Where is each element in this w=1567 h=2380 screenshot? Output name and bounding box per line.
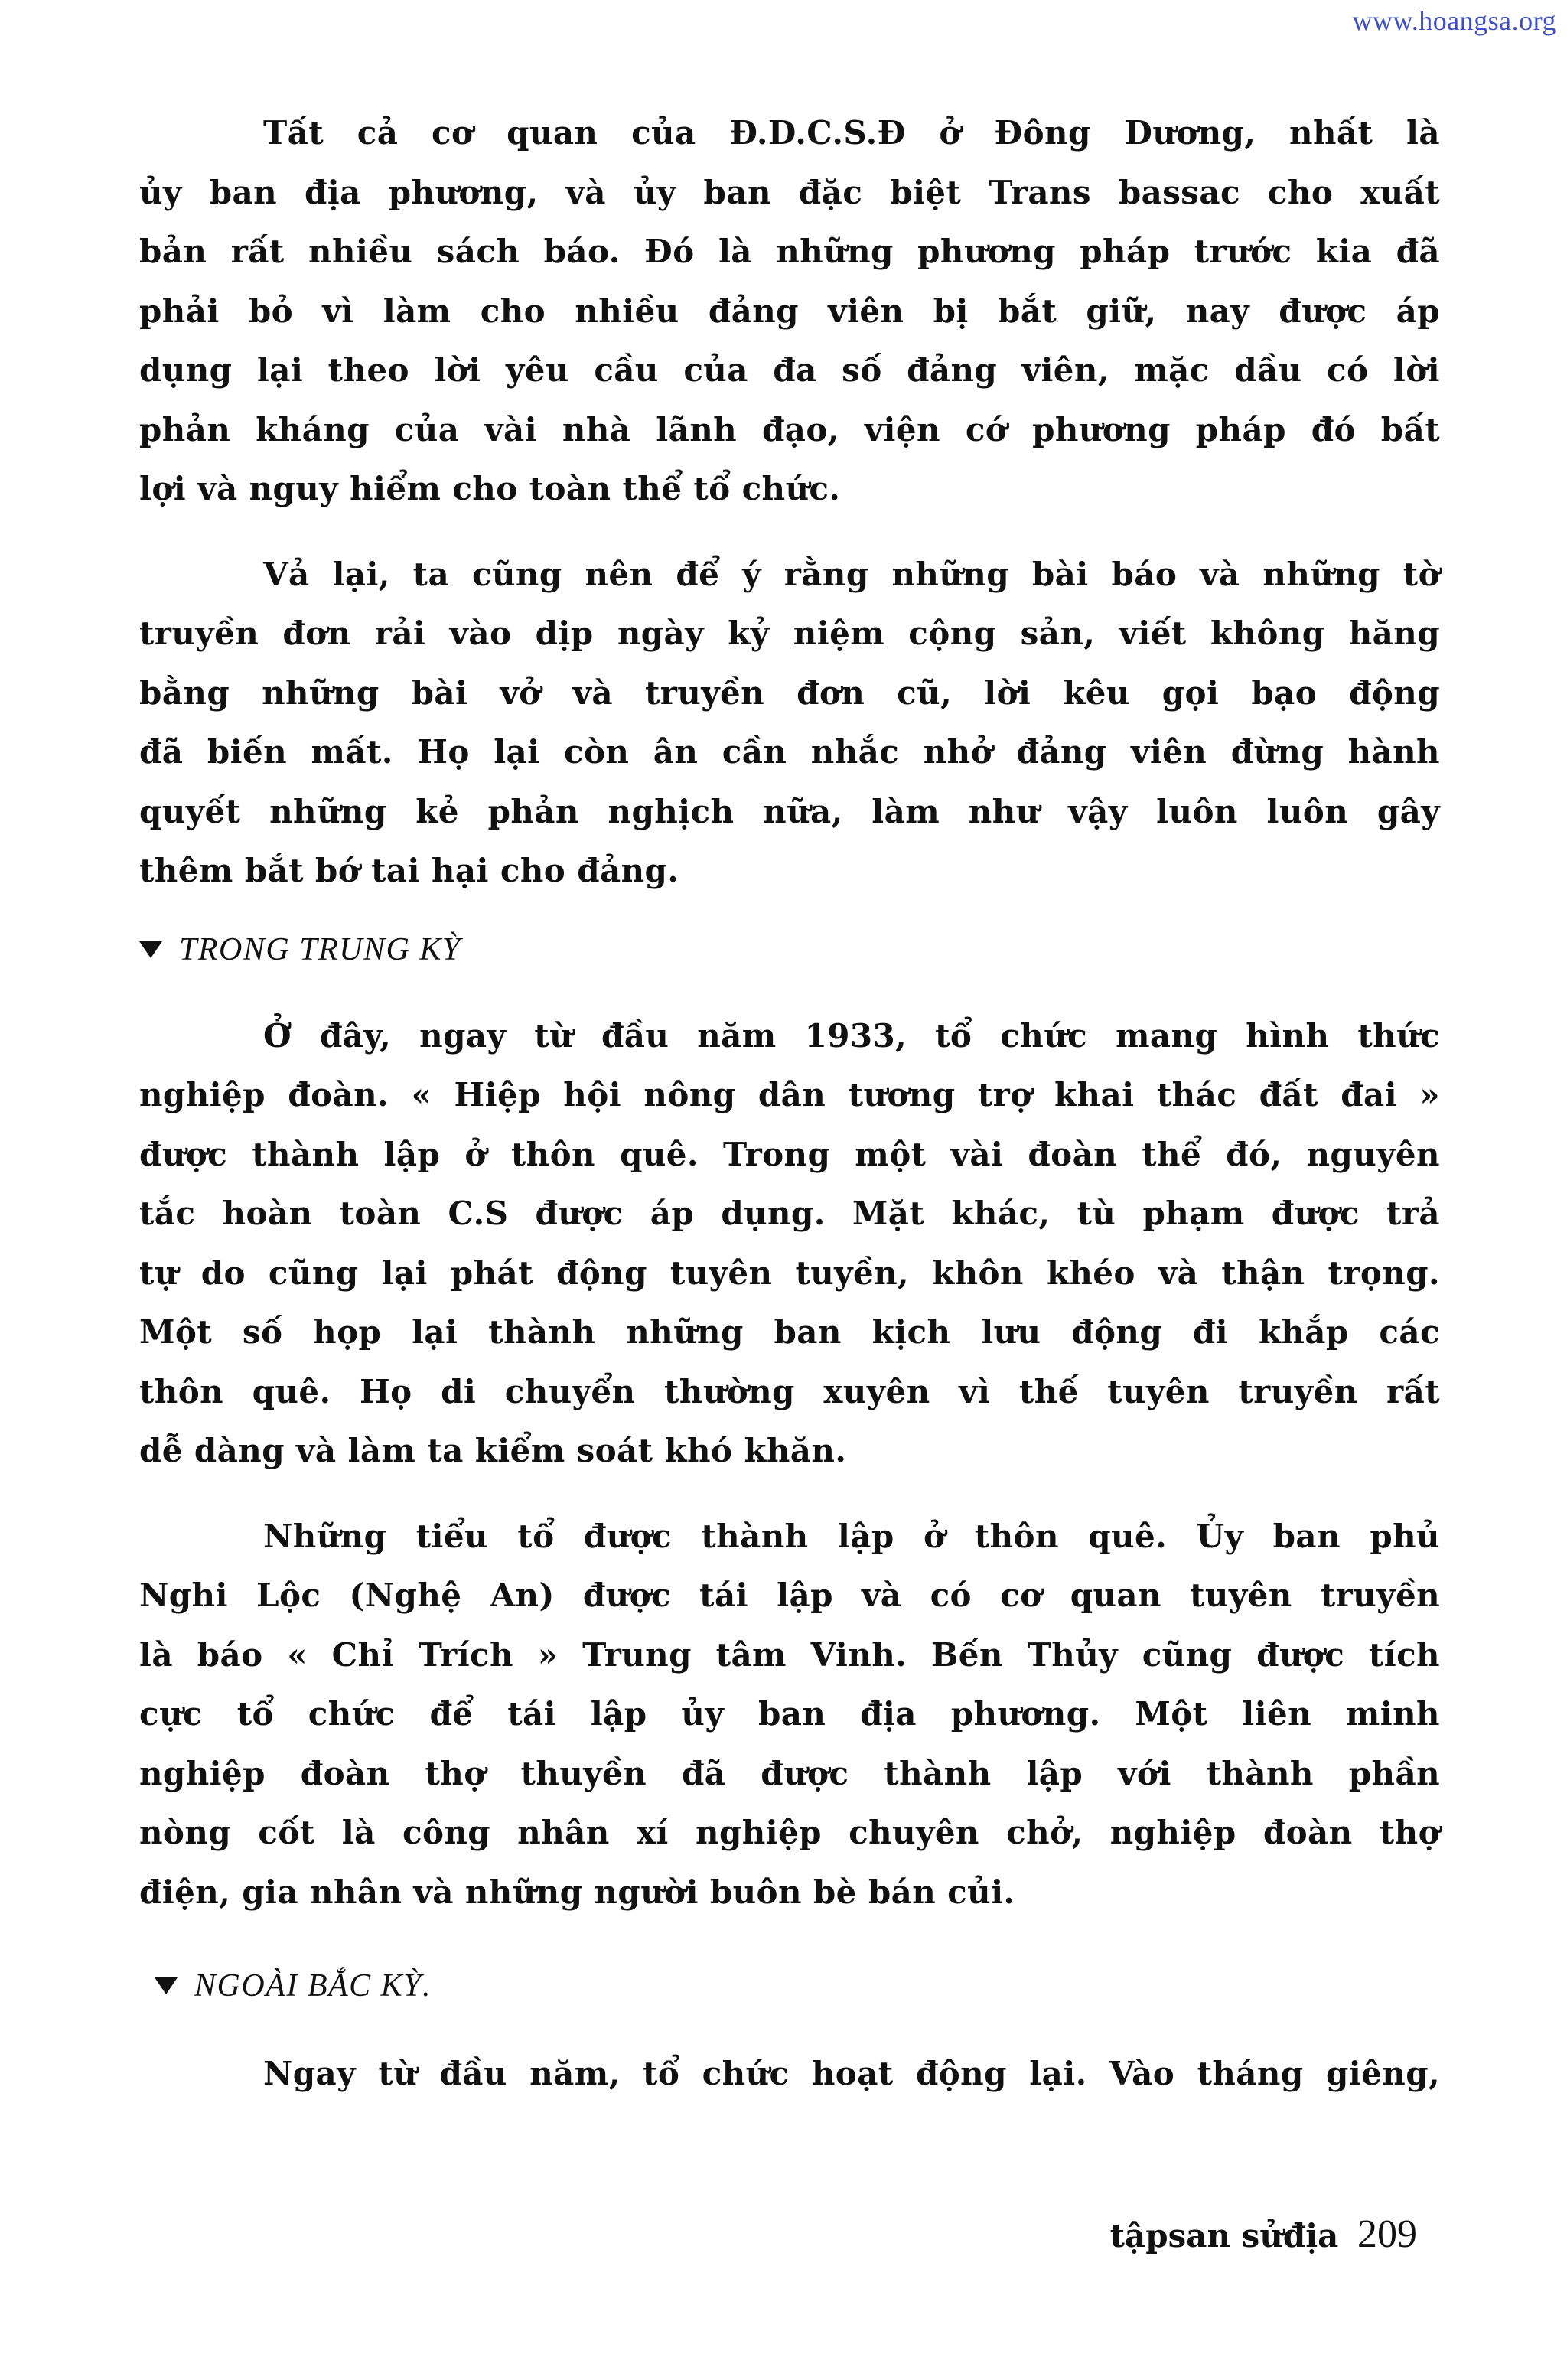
text-line: Những tiểu tổ được thành lập ở thôn quê. Ủy ban phủ (263, 1517, 1440, 1555)
paragraph-1 (139, 103, 1440, 519)
paragraph-2 (139, 545, 1440, 901)
text-line: Tất cả cơ quan của Đ.D.C.S.Đ ở Đông Dương, nhất là (263, 114, 1440, 152)
text-line: quyết những kẻ phản nghịch nữa, làm như vậy luôn luôn gây (139, 792, 1440, 830)
text-line: nghiệp đoàn thợ thuyền đã được thành lập với thành phần (139, 1754, 1440, 1792)
text-line: là báo « Chỉ Trích » Trung tâm Vinh. Bến Thủy cũng được tích (139, 1635, 1440, 1674)
watermark-url: www.hoangsa.org (1352, 5, 1556, 36)
triangle-down-icon (155, 1977, 178, 1994)
paragraph-4 (139, 1507, 1440, 1922)
text-line: phản kháng của vài nhà lãnh đạo, viện cớ phương pháp đó bất (139, 410, 1440, 448)
page-body (139, 103, 1440, 2104)
text-line: tắc hoàn toàn C.S được áp dụng. Mặt khác, tù phạm được trả (139, 1195, 1440, 1232)
text-line: Một số họp lại thành những ban kịch lưu động đi khắp các (139, 1313, 1440, 1351)
text-line: truyền đơn rải vào dịp ngày kỷ niệm cộng sản, viết không hăng (139, 615, 1440, 652)
text-line: thôn quê. Họ di chuyển thường xuyên vì thế tuyên truyền rất (139, 1372, 1440, 1410)
section-heading-label: NGOÀI BẮC KỲ. (194, 1968, 432, 2003)
text-line: cực tổ chức để tái lập ủy ban địa phương. Một liên minh (139, 1695, 1440, 1733)
text-line: nòng cốt là công nhân xí nghiệp chuyên chở, nghiệp đoàn thợ (139, 1814, 1440, 1851)
text-line: Ngay từ đầu năm, tổ chức hoạt động lại. Vào tháng giêng, (263, 2055, 1440, 2092)
paragraph-5 (139, 2044, 1440, 2104)
text-line: dụng lại theo lời yêu cầu của đa số đảng viên, mặc dầu có lời (139, 351, 1440, 389)
page-number: 209 (1357, 2212, 1417, 2256)
text-line: nghiệp đoàn. « Hiệp hội nông dân tương trợ khai thác đất đai » (139, 1076, 1440, 1113)
text-line: phải bỏ vì làm cho nhiều đảng viên bị bắt giữ, nay được áp (139, 292, 1440, 330)
text-line: đã biến mất. Họ lại còn ân cần nhắc nhở đảng viên đừng hành (139, 733, 1440, 771)
text-line: Nghi Lộc (Nghệ An) được tái lập và có cơ quan tuyên truyền (139, 1576, 1440, 1614)
publication-name: tậpsan sửđịa (1109, 2217, 1339, 2254)
text-line: tự do cũng lại phát động tuyên tuyền, khôn khéo và thận trọng. (139, 1254, 1440, 1292)
text-line: ủy ban địa phương, và ủy ban đặc biệt Trans bassac cho xuất (139, 173, 1440, 211)
triangle-down-icon (139, 941, 162, 958)
text-line: dễ dàng và làm ta kiểm soát khó khăn. (139, 1432, 847, 1469)
section-heading-bac-ky (139, 1968, 1440, 2004)
text-line: thêm bắt bớ tai hại cho đảng. (139, 852, 679, 889)
text-line: điện, gia nhân và những người buôn bè bán củi. (139, 1873, 1015, 1911)
text-line: lợi và nguy hiểm cho toàn thể tổ chức. (139, 470, 841, 507)
section-heading-label: TRONG TRUNG KỲ (179, 931, 461, 967)
page-footer (1110, 2212, 1417, 2257)
text-line: Ở đây, ngay từ đầu năm 1933, tổ chức mang hình thức (263, 1016, 1440, 1055)
text-line: bản rất nhiều sách báo. Đó là những phương pháp trước kia đã (139, 233, 1440, 270)
text-line: bằng những bài vở và truyền đơn cũ, lời kêu gọi bạo động (139, 673, 1440, 712)
text-line: được thành lập ở thôn quê. Trong một vài đoàn thể đó, nguyên (139, 1135, 1440, 1173)
text-line: Vả lại, ta cũng nên để ý rằng những bài báo và những tờ (263, 555, 1440, 593)
paragraph-3 (139, 1006, 1440, 1481)
section-heading-trung-ky (139, 931, 1440, 968)
